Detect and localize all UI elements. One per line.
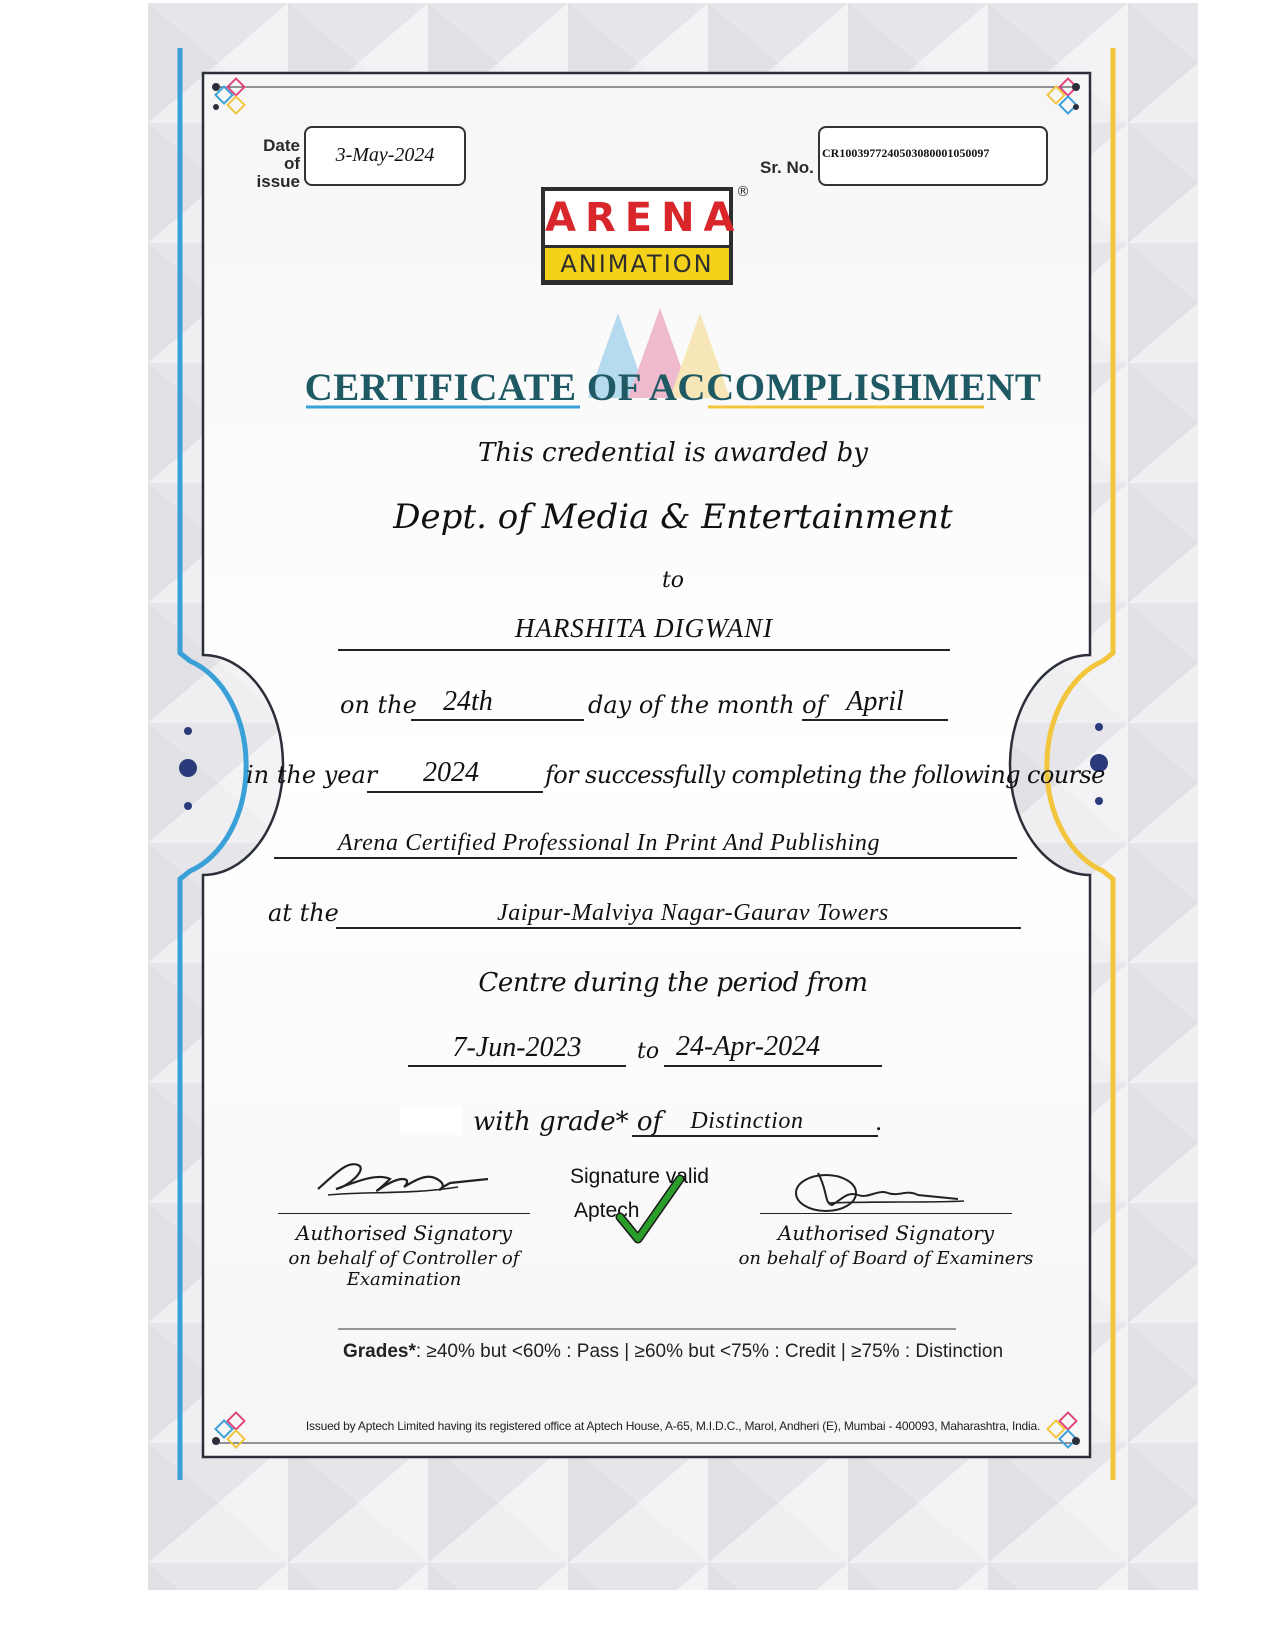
grades-legend-label: Grades* [342,1341,416,1362]
date-of-issue-value: 3-May-2024 [335,144,435,166]
grade-period: . [876,1107,883,1136]
left-signatory-title: Authorised Signatory [295,1221,513,1245]
completing-label: for successfully completing the following course [545,761,1105,789]
right-signature-line [760,1213,1012,1214]
logo-brand-bottom: ANIMATION [545,248,729,280]
month-value: April [846,686,904,717]
registered-mark: ® [736,184,750,200]
period-label: Centre during the period from [478,968,868,998]
day-value: 24th [443,686,493,717]
certificate-sheet [148,3,1198,1590]
in-the-year-label: in the year [246,761,378,789]
end-date-value: 24-Apr-2024 [676,1031,821,1062]
grade-label: with grade* of [473,1107,663,1137]
end-date-line [664,1065,882,1067]
department-name: Dept. of Media & Entertainment [393,497,953,537]
period-to-label: to [637,1039,660,1064]
start-date-value: 7-Jun-2023 [452,1032,582,1063]
recipient-name: HARSHITA DIGWANI [514,613,774,643]
right-signatory-title: Authorised Signatory [777,1221,995,1245]
arena-animation-logo [541,187,744,285]
month-line [802,719,948,721]
serial-number-label: Sr. No. [760,158,814,177]
day-line [411,719,584,721]
signature-aptech-text: Aptech [574,1199,640,1222]
awarded-by-label: This credential is awarded by [478,438,868,468]
date-of-issue-box [304,126,466,186]
day-of-month-label: day of the month of [588,691,826,719]
course-name: Arena Certified Professional In Print And Publishing [337,830,881,856]
left-signature-graphic [308,1151,498,1211]
left-signature-line [278,1213,530,1214]
on-the-label: on the [340,691,417,719]
certificate-title: CERTIFICATE OF ACCOMPLISHMENT [304,366,1042,409]
to-label: to [661,568,685,593]
left-signatory-subtitle: on behalf of Controller of Examination [288,1248,520,1290]
redaction-patch [400,1107,462,1135]
centre-name: Jaipur-Malviya Nagar-Gaurav Towers [497,900,889,926]
grades-legend-text: : ≥40% but <60% : Pass | ≥60% but <75% : Credit | ≥75% : Distinction [415,1341,1004,1362]
right-signature-graphic [788,1161,978,1221]
start-date-line [408,1065,626,1067]
grade-value: Distinction [690,1108,804,1134]
course-line [274,857,1017,859]
serial-number-value: CR100397724050308000105​0097 [822,146,990,160]
grades-legend [148,1341,1198,1363]
right-signatory-subtitle: on behalf of Board of Examiners [738,1248,1034,1269]
check-icon [614,1173,686,1247]
issued-by-text: Issued by Aptech Limited having its registered office at Aptech House, A-65, M.I.D.C., Marol, Andheri (E), Mumbai - 400093, Maharashtra, India. [305,1419,1041,1433]
year-line [367,791,543,793]
centre-line [336,927,1021,929]
at-the-label: at the [268,899,339,927]
year-value: 2024 [423,757,479,788]
date-of-issue-label: Date of issue [256,136,300,191]
signature-valid-text: Signature valid [570,1165,709,1188]
logo-brand-top: ARENA [545,191,729,245]
grade-line [632,1135,878,1137]
serial-number-box [818,126,1048,186]
recipient-line [338,649,950,651]
